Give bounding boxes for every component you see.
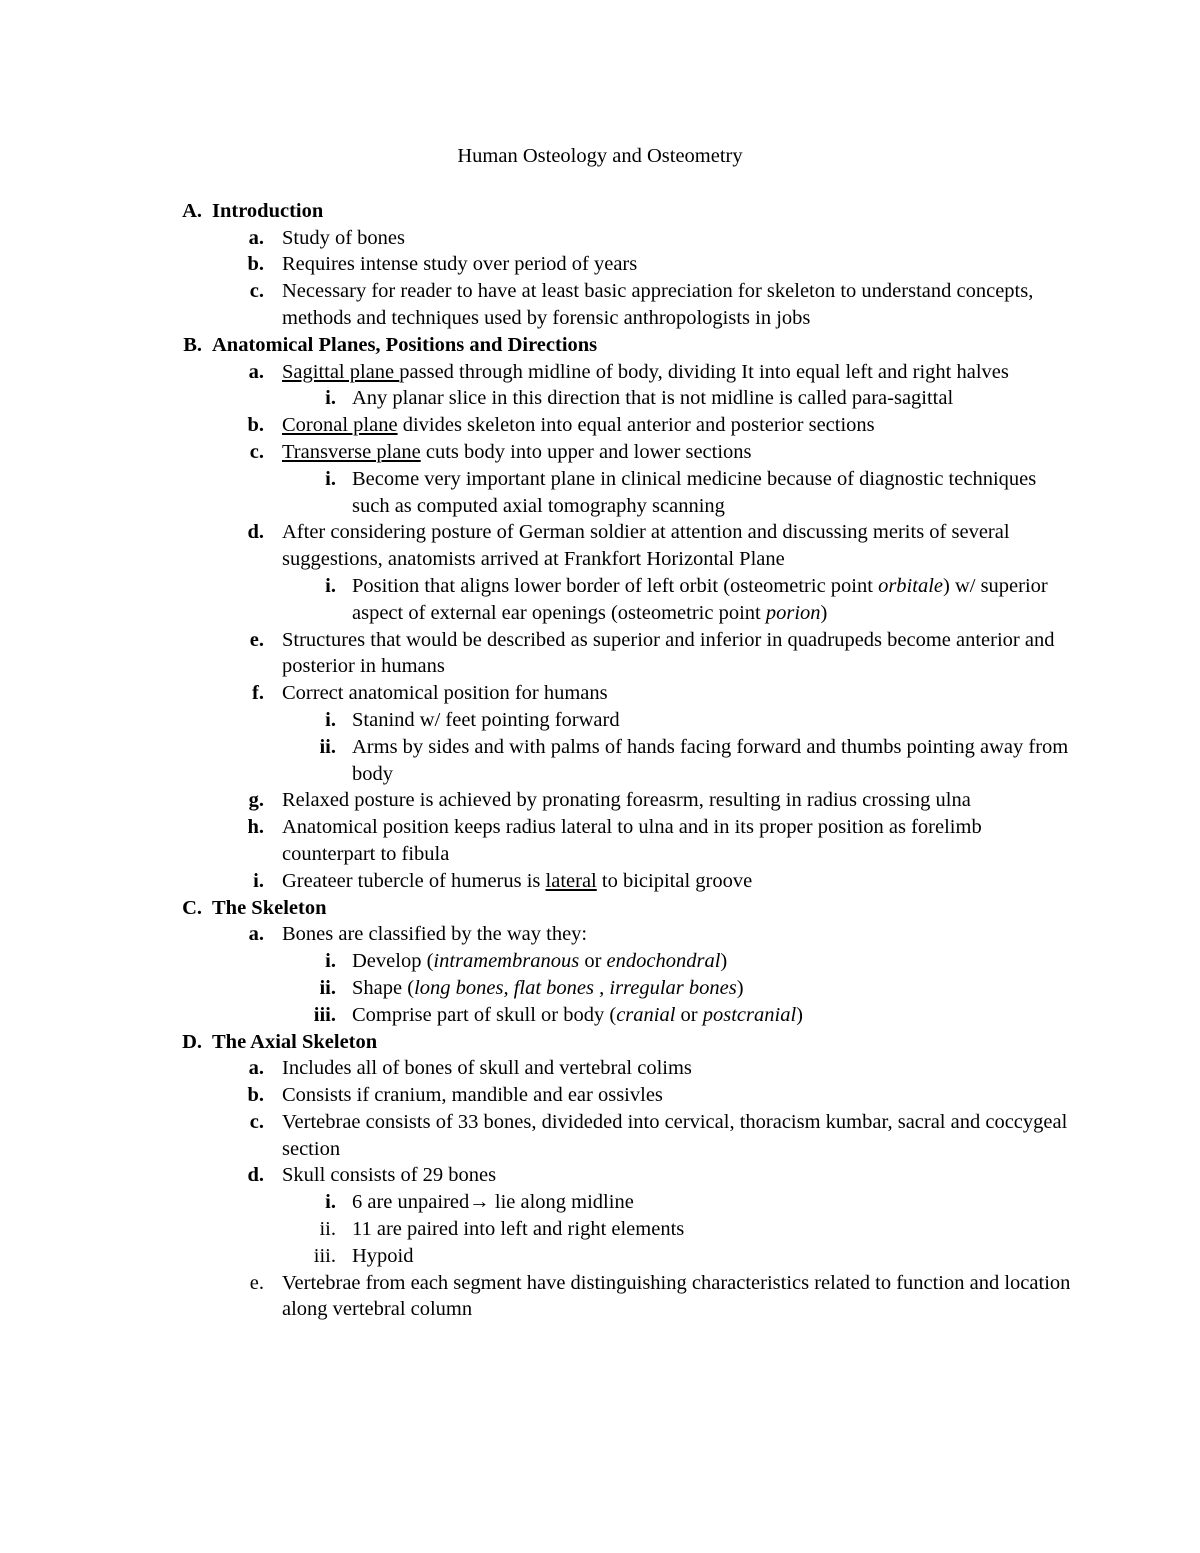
term: Transverse plane — [282, 440, 421, 463]
sub-list-item — [0, 1216, 1200, 1243]
section-heading — [0, 895, 1200, 922]
list-item — [0, 921, 1200, 948]
list-item — [0, 225, 1200, 252]
section-title: Introduction — [212, 199, 324, 222]
sub-list-item — [0, 1189, 1200, 1216]
item-label: b. — [247, 1084, 264, 1107]
item-text: Requires intense study over period of years — [282, 253, 638, 276]
list-item — [0, 868, 1200, 895]
term: Sagittal plane — [282, 360, 400, 383]
item-label: b. — [247, 414, 264, 437]
item-label: f. — [252, 682, 264, 705]
item-text-rest: passed through midline of body, dividing It into equal left and right halves — [399, 360, 1009, 383]
section-label: B. — [183, 333, 202, 356]
term-italic: postcranial — [702, 1003, 797, 1026]
item-text: Skull consists of 29 bones — [282, 1164, 497, 1187]
item-label: d. — [247, 1164, 264, 1187]
item-text-part: ) — [720, 950, 728, 973]
list-item — [0, 278, 1200, 332]
item-label: g. — [248, 789, 264, 812]
item-text — [352, 1002, 1072, 1029]
item-text-part: or — [579, 950, 607, 973]
item-label: e. — [249, 1271, 264, 1294]
term: Coronal plane — [282, 414, 398, 437]
item-text: Vertebrae from each segment have distinguishing characteristics related to function and location along vertebral column — [282, 1271, 1071, 1321]
list-item — [0, 1162, 1200, 1189]
section-label: D. — [182, 1030, 202, 1053]
item-text: Study of bones — [282, 226, 405, 249]
item-label: a. — [248, 923, 264, 946]
item-label: ii. — [319, 1218, 336, 1241]
item-text: Correct anatomical position for humans — [282, 682, 608, 705]
section-heading — [0, 1029, 1200, 1056]
section-label: A. — [182, 199, 202, 222]
section-title: The Skeleton — [212, 896, 327, 919]
item-label: a. — [248, 360, 264, 383]
item-text-rest: divides skeleton into equal anterior and posterior sections — [397, 414, 875, 437]
item-label: a. — [248, 1057, 264, 1080]
item-label: ii. — [319, 976, 336, 999]
list-item — [0, 1109, 1200, 1163]
sub-list-item — [0, 1002, 1200, 1029]
item-label: i. — [325, 574, 336, 597]
item-text-part: ) — [736, 976, 744, 999]
list-item — [0, 680, 1200, 707]
sub-list-item — [0, 385, 1200, 412]
item-text — [352, 948, 1072, 975]
sub-list-item — [0, 1243, 1200, 1270]
list-item — [0, 519, 1200, 573]
item-label: i. — [325, 708, 336, 731]
item-text: Relaxed posture is achieved by pronating foreasrm, resulting in radius crossing ulna — [282, 789, 971, 812]
sub-list-item — [0, 466, 1200, 520]
item-label: h. — [247, 816, 264, 839]
item-label: iii. — [313, 1244, 336, 1267]
list-item — [0, 814, 1200, 868]
section-heading — [0, 198, 1200, 225]
item-text-part: Shape ( — [352, 976, 415, 999]
section-title: Anatomical Planes, Positions and Directions — [212, 333, 598, 356]
list-item — [0, 439, 1200, 466]
item-label: ii. — [319, 735, 336, 758]
item-label: i. — [325, 387, 336, 410]
list-item — [0, 1082, 1200, 1109]
sub-list-item — [0, 734, 1200, 788]
item-text — [282, 359, 1072, 386]
list-item — [0, 1055, 1200, 1082]
sub-list-item — [0, 573, 1200, 627]
list-item — [0, 412, 1200, 439]
term-italic: cranial — [616, 1003, 676, 1026]
item-label: i. — [325, 467, 336, 490]
item-text: 11 are paired into left and right elements — [352, 1218, 685, 1241]
item-text: Structures that would be described as superior and inferior in quadrupeds become anterior and posterior in humans — [282, 628, 1055, 678]
item-text: Bones are classified by the way they: — [282, 923, 588, 946]
item-text-part: to bicipital groove — [596, 869, 753, 892]
term-italic: long bones, flat bones , irregular bones — [414, 976, 737, 999]
item-text — [282, 412, 1072, 439]
term-italic: porion — [765, 601, 821, 624]
item-text — [282, 868, 1072, 895]
item-text: Consists if cranium, mandible and ear ossivles — [282, 1084, 663, 1107]
item-text-part: Comprise part of skull or body ( — [352, 1003, 617, 1026]
section-title: The Axial Skeleton — [212, 1030, 378, 1053]
item-text: Necessary for reader to have at least basic appreciation for skeleton to understand concepts, methods and techniques used by forensic anthropologists in jobs — [282, 280, 1034, 329]
item-text-part: ) — [820, 601, 828, 624]
list-item — [0, 787, 1200, 814]
item-text-part: lie along midline — [489, 1191, 634, 1214]
item-label: a. — [248, 226, 264, 249]
term-italic: endochondral — [606, 950, 721, 973]
list-item — [0, 359, 1200, 386]
item-label: c. — [249, 440, 264, 463]
sub-list-item — [0, 707, 1200, 734]
item-label: b. — [247, 253, 264, 276]
item-label: i. — [325, 950, 336, 973]
item-text-part: Greateer tubercle of humerus is — [282, 869, 546, 892]
page-title: Human Osteology and Osteometry — [457, 145, 743, 167]
item-label: i. — [253, 869, 264, 892]
item-text-part: Position that aligns lower border of left orbit (osteometric point — [352, 574, 879, 597]
item-text: Arms by sides and with palms of hands facing forward and thumbs pointing away from body — [352, 735, 1069, 785]
item-label: iii. — [313, 1003, 336, 1026]
list-item — [0, 627, 1200, 681]
item-text: Stanind w/ feet pointing forward — [352, 708, 620, 731]
sub-list-item — [0, 948, 1200, 975]
item-label: c. — [249, 1110, 264, 1133]
item-text: Any planar slice in this direction that is not midline is called para-sagittal — [352, 387, 954, 410]
item-text — [282, 439, 1072, 466]
item-label: i. — [325, 1191, 336, 1214]
item-label: e. — [249, 628, 264, 651]
term-italic: orbitale — [878, 574, 943, 597]
item-text: After considering posture of German soldier at attention and discussing merits of several suggestions, anatomists arrived at Frankfort Horizontal Plane — [282, 521, 1010, 571]
item-text — [352, 1189, 1072, 1216]
item-text-part: 6 are unpaired — [352, 1191, 470, 1214]
item-text-part: ) w/ superior aspect of external ear openings (osteometric point — [352, 574, 1048, 624]
document-page — [0, 143, 1200, 1323]
term: lateral — [545, 869, 597, 892]
item-text: Includes all of bones of skull and vertebral colims — [282, 1057, 692, 1080]
right-arrow-icon: → — [469, 1191, 490, 1214]
item-text: Become very important plane in clinical medicine because of diagnostic techniques such as computed axial tomography scanning — [352, 467, 1037, 517]
sub-list-item — [0, 975, 1200, 1002]
section-label: C. — [182, 896, 202, 919]
item-text: Vertebrae consists of 33 bones, divideded into cervical, thoracism kumbar, sacral and coccygeal section — [282, 1110, 1068, 1160]
item-text-rest: cuts body into upper and lower sections — [420, 440, 752, 463]
item-text: Hypoid — [352, 1244, 414, 1267]
item-text: Anatomical position keeps radius lateral to ulna and in its proper position as forelimb counterpart to fibula — [282, 816, 982, 865]
item-text-part: Develop ( — [352, 950, 434, 973]
section-heading — [0, 332, 1200, 359]
item-label: d. — [247, 521, 264, 544]
list-item — [0, 1270, 1200, 1324]
item-text — [352, 573, 1072, 627]
item-label: c. — [249, 280, 264, 303]
list-item — [0, 251, 1200, 278]
term-italic: intramembranous — [433, 950, 580, 973]
item-text-part: or — [675, 1003, 703, 1026]
item-text — [352, 975, 1072, 1002]
item-text-part: ) — [796, 1003, 803, 1026]
